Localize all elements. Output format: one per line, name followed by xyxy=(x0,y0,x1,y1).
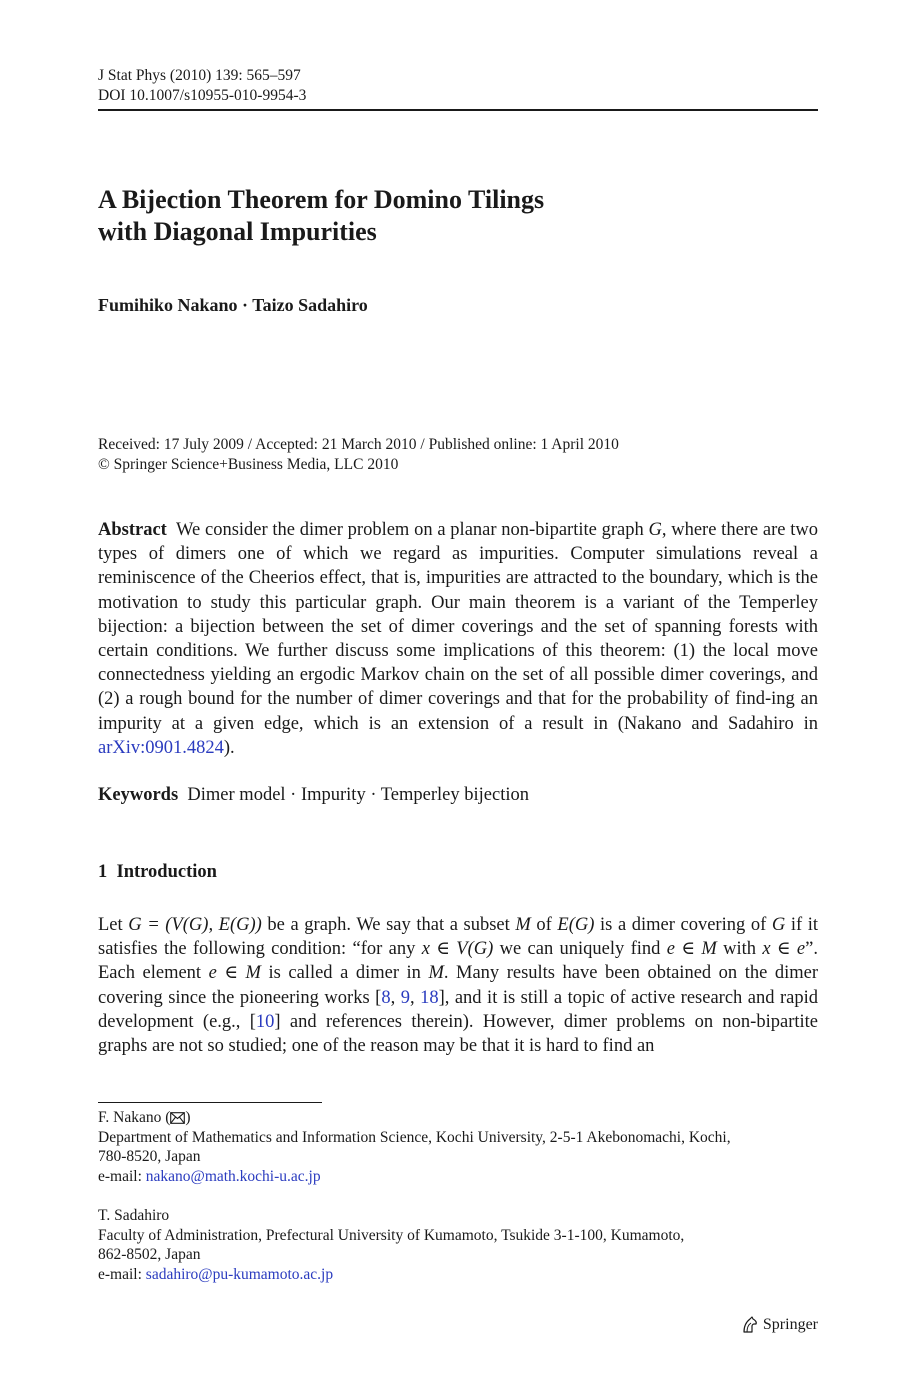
intro-text: is a dimer covering of xyxy=(594,915,772,935)
arxiv-link[interactable]: arXiv:0901.4824 xyxy=(98,737,224,758)
citation-link[interactable]: 18 xyxy=(420,987,439,1008)
publication-dates xyxy=(98,435,619,474)
intro-math: e ∈ M xyxy=(666,939,717,960)
doi: DOI 10.1007/s10955-010-9954-3 xyxy=(98,86,307,104)
envelope-icon xyxy=(170,1112,185,1124)
abstract xyxy=(98,518,818,760)
title-line-1: A Bijection Theorem for Domino Tilings xyxy=(98,185,545,214)
intro-math: G xyxy=(771,915,786,935)
citation-link[interactable]: 10 xyxy=(255,1011,275,1032)
keywords-text: Dimer model · Impurity · Temperley bijection xyxy=(187,785,529,805)
journal-citation: J Stat Phys (2010) 139: 565–597 xyxy=(98,67,301,84)
authors: Fumihiko Nakano · Taizo Sadahiro xyxy=(98,295,368,315)
paper-title xyxy=(98,184,818,248)
abstract-label: Abstract xyxy=(98,520,167,540)
intro-text: ], and it is still a topic of active research and rapid development (e.g., [ xyxy=(98,987,818,1032)
history-line: Received: 17 July 2009 / Accepted: 21 March 2010 / Published online: 1 April 2010 xyxy=(98,436,619,453)
intro-math: E(G) xyxy=(557,915,595,935)
author-1-name xyxy=(98,1108,818,1128)
intro-math: x ∈ V(G) xyxy=(421,939,494,960)
intro-math: M xyxy=(515,915,531,935)
intro-text: ] and references therein). However, dimer problems on non-bipartite graphs are not so studied; one of the reason may be that it is hard to find an xyxy=(98,1011,818,1057)
intro-text: , xyxy=(409,987,421,1008)
author-2-name: T. Sadahiro xyxy=(98,1207,170,1224)
email-label: e-mail: xyxy=(98,1167,146,1185)
abstract-math-g: G xyxy=(648,520,662,540)
intro-text: . Many results have been obtained on the dimer covering since the pioneering works [ xyxy=(98,963,818,1008)
intro-text: we can uniquely find xyxy=(493,939,667,960)
publisher-logo xyxy=(741,1316,818,1334)
author-2-email-line xyxy=(98,1265,818,1285)
header-rule xyxy=(98,109,818,111)
springer-horse-icon xyxy=(741,1316,759,1334)
keywords xyxy=(98,785,529,806)
publisher-name: Springer xyxy=(762,1316,818,1333)
citation-link[interactable]: 8 xyxy=(381,987,391,1008)
author-affiliation-1 xyxy=(98,1108,818,1186)
author-1-name-close: ) xyxy=(185,1109,191,1126)
intro-text: Let xyxy=(98,915,129,935)
abstract-text-2: , where there are two types of dimers one of which we regard as impurities. Computer simulations reveal a reminiscence of the Cheerios effect, that is, impurities are attracted to the boundary, which is the motivation to study this particular graph. Our main theorem is a variant of the Temperley bijection: a bijection between the set of dimer coverings and the set of spanning forests with certain conditions. We further discuss some implications of this theorem: (1) the local move connectedness yielding an ergodic Markov chain on the set of all possible dimer coverings, and (2) a rough bound for the number of dimer coverings and that for the probability of find-ing an impurity at a given edge, which is an extension of a result in (Nakano and Sadahiro in xyxy=(98,520,818,734)
intro-text: of xyxy=(530,915,558,935)
intro-text: be a graph. We say that a subset xyxy=(261,915,516,935)
author-2-email-link[interactable]: sadahiro@pu-kumamoto.ac.jp xyxy=(145,1265,334,1283)
intro-math: e ∈ M xyxy=(208,963,261,984)
section-title: Introduction xyxy=(116,862,217,882)
abstract-text-1: We consider the dimer problem on a planar non-bipartite graph xyxy=(176,520,649,540)
author-affiliation-2 xyxy=(98,1206,818,1284)
author-1-email-line xyxy=(98,1167,818,1187)
author-2-department: Faculty of Administration, Prefectural University of Kumamoto, Tsukide 3-1-100, Kumamoto, xyxy=(98,1226,685,1244)
intro-math: x ∈ e xyxy=(762,939,806,960)
author-1-zip: 780-8520, Japan xyxy=(98,1148,201,1165)
author-1-department: Department of Mathematics and Information Science, Kochi University, 2-5-1 Akebonomachi, Kochi, xyxy=(98,1128,731,1146)
intro-math: M xyxy=(428,963,444,984)
author-2-zip: 862-8502, Japan xyxy=(98,1246,201,1263)
citation-link[interactable]: 9 xyxy=(400,987,410,1008)
email-label: e-mail: xyxy=(98,1265,146,1283)
intro-text: ”. Each element xyxy=(98,939,818,984)
intro-text: with xyxy=(716,939,763,960)
intro-math: G = (V(G), E(G)) xyxy=(128,915,262,935)
title-line-2: with Diagonal Impurities xyxy=(98,217,377,246)
footnote-rule xyxy=(98,1102,322,1103)
running-header xyxy=(98,66,306,105)
author-1-name-text: F. Nakano ( xyxy=(98,1109,171,1126)
copyright-line: © Springer Science+Business Media, LLC 2010 xyxy=(98,455,399,473)
section-number: 1 xyxy=(98,862,108,882)
abstract-text-3: ). xyxy=(223,737,235,758)
intro-text: , xyxy=(390,987,401,1008)
section-heading xyxy=(98,862,217,883)
intro-text: if it satisfies the following condition: “for any xyxy=(98,915,818,960)
intro-paragraph xyxy=(98,913,818,1058)
author-1-email-link[interactable]: nakano@math.kochi-u.ac.jp xyxy=(145,1167,321,1185)
keywords-label: Keywords xyxy=(98,785,179,805)
intro-text: is called a dimer in xyxy=(260,963,429,984)
